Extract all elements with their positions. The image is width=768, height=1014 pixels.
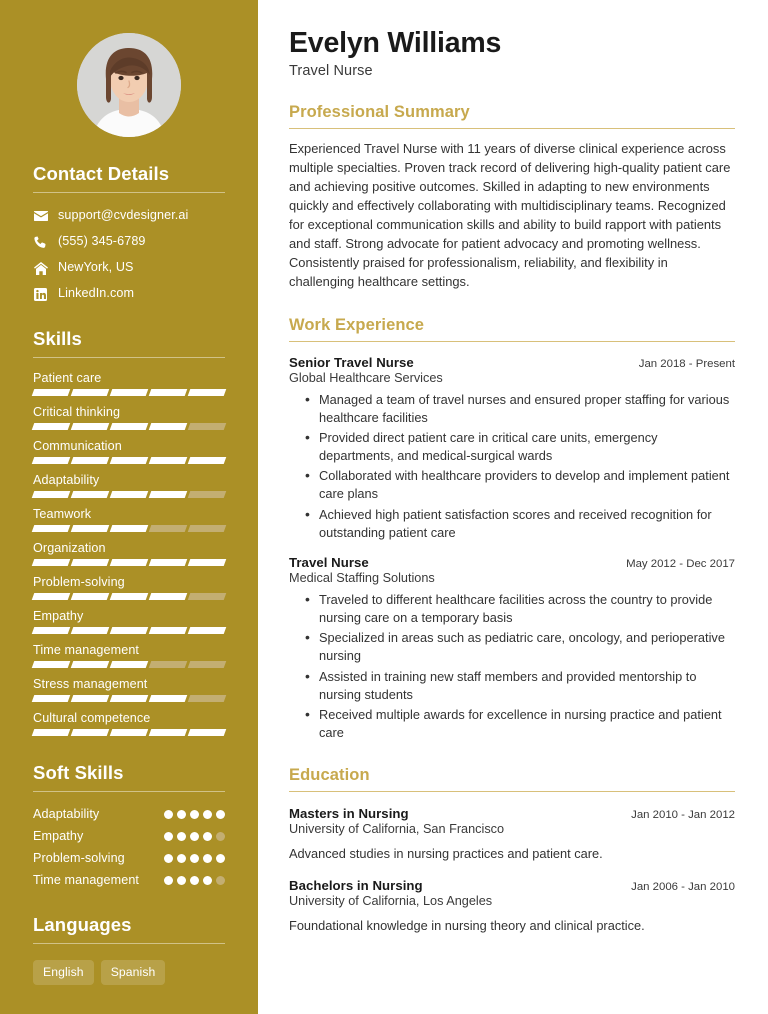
skill-bar-segment bbox=[32, 695, 71, 702]
skill-level-bar bbox=[33, 695, 225, 702]
contact-details-heading: Contact Details bbox=[33, 163, 170, 184]
education-date-range: Jan 2006 - Jan 2010 bbox=[631, 880, 735, 893]
skill-label: Organization bbox=[33, 541, 106, 555]
skill-bar-segment bbox=[71, 695, 110, 702]
linkedin-icon bbox=[33, 288, 48, 301]
language-tag: English bbox=[33, 960, 94, 985]
skill-level-bar bbox=[33, 661, 225, 668]
section-work-experience bbox=[289, 316, 735, 743]
skill-level-bar bbox=[33, 457, 225, 464]
education-entry-header bbox=[289, 806, 735, 821]
experience-bullet-list bbox=[289, 591, 735, 742]
skill-level-bar bbox=[33, 559, 225, 566]
skill-level-bar bbox=[33, 491, 225, 498]
envelope-icon bbox=[33, 211, 48, 222]
soft-skill-label: Adaptability bbox=[33, 807, 100, 821]
education-entry bbox=[289, 806, 735, 864]
profile-photo-icon bbox=[77, 33, 181, 137]
experience-bullet: • Collaborated with healthcare providers to develop and implement patient care plans bbox=[309, 467, 735, 503]
work-experience-list bbox=[289, 355, 735, 743]
rating-dot bbox=[190, 854, 199, 863]
skill-label: Problem-solving bbox=[33, 575, 125, 589]
education-divider bbox=[289, 791, 735, 792]
main-content bbox=[258, 0, 768, 1014]
skill-bar-segment bbox=[71, 491, 110, 498]
contact-location-value: NewYork, US bbox=[58, 260, 134, 275]
skill-item bbox=[33, 677, 225, 702]
skill-bar-segment bbox=[188, 627, 227, 634]
skill-bar-segment bbox=[149, 729, 188, 736]
skill-bar-segment bbox=[32, 559, 71, 566]
rating-dot bbox=[177, 876, 186, 885]
skill-bar-segment bbox=[188, 389, 227, 396]
education-entry bbox=[289, 878, 735, 936]
work-experience-heading: Work Experience bbox=[289, 315, 425, 334]
rating-dot bbox=[177, 810, 186, 819]
skill-level-bar bbox=[33, 389, 225, 396]
phone-icon bbox=[33, 236, 48, 249]
skill-bar-segment bbox=[188, 593, 227, 600]
skill-bar-segment bbox=[149, 661, 188, 668]
experience-job-title: Senior Travel Nurse bbox=[289, 354, 414, 370]
skill-bar-segment bbox=[188, 661, 227, 668]
rating-dot bbox=[203, 810, 212, 819]
experience-bullet: • Assisted in training new staff members and provided mentorship to nursing students bbox=[309, 668, 735, 704]
skill-item bbox=[33, 541, 225, 566]
education-description: Advanced studies in nursing practices and patient care. bbox=[289, 846, 603, 862]
soft-skill-rating-dots bbox=[164, 850, 225, 863]
skill-item bbox=[33, 711, 225, 736]
skill-bar-segment bbox=[71, 457, 110, 464]
experience-company: Global Healthcare Services bbox=[289, 370, 443, 385]
skill-bar-segment bbox=[110, 661, 149, 668]
skill-label: Cultural competence bbox=[33, 711, 151, 725]
skill-label: Teamwork bbox=[33, 507, 92, 521]
soft-skill-item bbox=[33, 872, 225, 888]
contact-item-linkedin[interactable] bbox=[33, 286, 225, 302]
sidebar bbox=[0, 0, 258, 1014]
skill-bar-segment bbox=[110, 525, 149, 532]
skill-bar-segment bbox=[110, 593, 149, 600]
education-list bbox=[289, 806, 735, 935]
education-degree: Bachelors in Nursing bbox=[289, 877, 423, 893]
skill-bar-segment bbox=[110, 423, 149, 430]
skill-bar-segment bbox=[188, 559, 227, 566]
skill-label: Time management bbox=[33, 643, 140, 657]
skill-bar-segment bbox=[32, 593, 71, 600]
skill-bar-segment bbox=[32, 661, 71, 668]
avatar bbox=[77, 33, 181, 137]
experience-bullet: • Received multiple awards for excellence in nursing practice and patient care bbox=[309, 706, 735, 742]
skill-level-bar bbox=[33, 729, 225, 736]
skill-level-bar bbox=[33, 593, 225, 600]
soft-skill-label: Time management bbox=[33, 873, 140, 888]
contact-item-location[interactable] bbox=[33, 260, 225, 276]
skill-bar-segment bbox=[71, 729, 110, 736]
rating-dot bbox=[203, 876, 212, 885]
skill-bar-segment bbox=[32, 525, 71, 532]
work-experience-divider bbox=[289, 341, 735, 342]
experience-date-range: May 2012 - Dec 2017 bbox=[626, 557, 735, 570]
skill-bar-segment bbox=[110, 457, 149, 464]
soft-skill-rating-dots bbox=[164, 872, 225, 885]
section-education bbox=[289, 766, 735, 935]
skill-item bbox=[33, 473, 225, 498]
soft-skills-list bbox=[33, 806, 225, 888]
skill-level-bar bbox=[33, 423, 225, 430]
skill-bar-segment bbox=[32, 389, 71, 396]
skill-item bbox=[33, 575, 225, 600]
education-degree: Masters in Nursing bbox=[289, 806, 409, 822]
skill-bar-segment bbox=[149, 389, 188, 396]
soft-skill-label: Empathy bbox=[33, 829, 84, 844]
skill-bar-segment bbox=[110, 491, 149, 498]
skill-bar-segment bbox=[71, 593, 110, 600]
skill-bar-segment bbox=[71, 525, 110, 532]
experience-job-title: Travel Nurse bbox=[289, 554, 369, 570]
skill-bar-segment bbox=[32, 491, 71, 498]
skill-item bbox=[33, 507, 225, 532]
languages-list bbox=[33, 960, 225, 985]
skill-label: Critical thinking bbox=[33, 405, 121, 419]
soft-skills-divider bbox=[33, 791, 225, 792]
soft-skill-rating-dots bbox=[164, 806, 225, 819]
education-institution: University of California, Los Angeles bbox=[289, 893, 493, 908]
skill-bar-segment bbox=[71, 389, 110, 396]
skill-bar-segment bbox=[149, 423, 188, 430]
contact-list bbox=[33, 208, 225, 302]
skill-bar-segment bbox=[149, 491, 188, 498]
experience-entry bbox=[289, 555, 735, 742]
contact-divider bbox=[33, 192, 225, 193]
experience-date-range: Jan 2018 - Present bbox=[638, 357, 735, 370]
professional-summary-heading: Professional Summary bbox=[289, 102, 470, 121]
skill-bar-segment bbox=[149, 593, 188, 600]
soft-skill-item bbox=[33, 828, 225, 844]
skill-label: Adaptability bbox=[33, 473, 100, 487]
skill-label: Communication bbox=[33, 439, 122, 453]
page-title: Evelyn Williams bbox=[289, 27, 502, 59]
skill-bar-segment bbox=[32, 627, 71, 634]
education-date-range: Jan 2010 - Jan 2012 bbox=[631, 809, 735, 822]
skill-bar-segment bbox=[149, 559, 188, 566]
rating-dot bbox=[190, 876, 199, 885]
education-heading: Education bbox=[289, 766, 370, 785]
skill-bar-segment bbox=[32, 423, 71, 430]
soft-skill-label: Problem-solving bbox=[33, 851, 125, 866]
rating-dot bbox=[190, 810, 199, 819]
section-professional-summary bbox=[289, 103, 735, 292]
skill-label: Stress management bbox=[33, 677, 148, 691]
skill-bar-segment bbox=[110, 627, 149, 634]
skill-bar-segment bbox=[149, 457, 188, 464]
rating-dot bbox=[164, 810, 173, 819]
job-role-subtitle: Travel Nurse bbox=[289, 62, 373, 79]
skill-bar-segment bbox=[188, 423, 227, 430]
experience-entry-header bbox=[289, 355, 735, 370]
skill-item bbox=[33, 371, 225, 396]
experience-company: Medical Staffing Solutions bbox=[289, 570, 435, 585]
skill-label: Patient care bbox=[33, 371, 102, 385]
soft-skill-rating-dots bbox=[164, 828, 225, 841]
contact-item-email[interactable] bbox=[33, 208, 225, 224]
skill-bar-segment bbox=[149, 695, 188, 702]
skill-bar-segment bbox=[110, 695, 149, 702]
skill-bar-segment bbox=[110, 559, 149, 566]
rating-dot bbox=[164, 832, 173, 841]
skill-bar-segment bbox=[71, 423, 110, 430]
skill-bar-segment bbox=[188, 491, 227, 498]
languages-heading: Languages bbox=[33, 914, 132, 936]
skill-bar-segment bbox=[71, 627, 110, 634]
skill-bar-segment bbox=[188, 729, 227, 736]
education-entry-header bbox=[289, 878, 735, 893]
skill-level-bar bbox=[33, 525, 225, 532]
skill-bar-segment bbox=[110, 389, 149, 396]
education-institution: University of California, San Francisco bbox=[289, 822, 505, 837]
experience-bullet: • Provided direct patient care in critical care units, emergency departments, and medical-surgical wards bbox=[309, 429, 735, 465]
contact-email-value: support@cvdesigner.ai bbox=[58, 208, 189, 223]
experience-bullet: • Managed a team of travel nurses and ensured proper staffing for various healthcare facilities bbox=[309, 391, 735, 427]
experience-bullet: • Traveled to different healthcare facilities across the country to provide nursing care on a temporary basis bbox=[309, 591, 735, 627]
experience-bullet-list bbox=[289, 391, 735, 542]
skills-divider bbox=[33, 357, 225, 358]
skill-bar-segment bbox=[71, 661, 110, 668]
contact-item-phone[interactable] bbox=[33, 234, 225, 250]
soft-skill-item bbox=[33, 850, 225, 866]
rating-dot bbox=[216, 810, 225, 819]
skill-item bbox=[33, 643, 225, 668]
experience-entry bbox=[289, 355, 735, 542]
skills-heading: Skills bbox=[33, 328, 82, 349]
professional-summary-divider bbox=[289, 128, 735, 129]
rating-dot bbox=[177, 832, 186, 841]
rating-dot bbox=[164, 854, 173, 863]
skill-bar-segment bbox=[71, 559, 110, 566]
rating-dot bbox=[164, 876, 173, 885]
education-description: Foundational knowledge in nursing theory and clinical practice. bbox=[289, 917, 645, 933]
skill-bar-segment bbox=[32, 457, 71, 464]
languages-divider bbox=[33, 943, 225, 944]
rating-dot bbox=[216, 876, 225, 885]
rating-dot bbox=[203, 854, 212, 863]
skill-bar-segment bbox=[149, 525, 188, 532]
rating-dot bbox=[177, 854, 186, 863]
rating-dot bbox=[190, 832, 199, 841]
avatar-container bbox=[0, 0, 258, 137]
experience-bullet: • Specialized in areas such as pediatric care, oncology, and perioperative nursing bbox=[309, 629, 735, 665]
skill-item bbox=[33, 439, 225, 464]
skill-label: Empathy bbox=[33, 609, 84, 623]
skill-bar-segment bbox=[110, 729, 149, 736]
language-tag: Spanish bbox=[101, 960, 166, 985]
skill-bar-segment bbox=[149, 627, 188, 634]
skill-level-bar bbox=[33, 627, 225, 634]
skill-bar-segment bbox=[188, 695, 227, 702]
contact-phone-value: (555) 345-6789 bbox=[58, 234, 146, 249]
skill-bar-segment bbox=[188, 457, 227, 464]
rating-dot bbox=[216, 854, 225, 863]
home-icon bbox=[33, 262, 48, 275]
contact-linkedin-value: LinkedIn.com bbox=[58, 286, 135, 301]
experience-entry-header bbox=[289, 555, 735, 570]
experience-bullet: • Achieved high patient satisfaction scores and received recognition for outstanding patient care bbox=[309, 506, 735, 542]
soft-skills-heading: Soft Skills bbox=[33, 762, 124, 783]
rating-dot bbox=[216, 832, 225, 841]
skill-item bbox=[33, 609, 225, 634]
skill-bar-segment bbox=[188, 525, 227, 532]
skill-bar-segment bbox=[32, 729, 71, 736]
soft-skill-item bbox=[33, 806, 225, 822]
skills-list bbox=[33, 371, 225, 736]
rating-dot bbox=[203, 832, 212, 841]
skill-item bbox=[33, 405, 225, 430]
professional-summary-text: Experienced Travel Nurse with 11 years of diverse clinical experience across multiple specialties. Proven track record of delivering high-quality patient care and achieving positive outcomes. Skilled in adapting to new environments quickly and effectively collaborating with multidisciplinary teams. Recognized for exceptional communication skills and ability to build rapport with patients and staff. Strong advocate for patient advocacy and promoting wellness. Consistently praised for professionalism, reliability, and flexibility in challenging healthcare settings. bbox=[289, 140, 731, 289]
